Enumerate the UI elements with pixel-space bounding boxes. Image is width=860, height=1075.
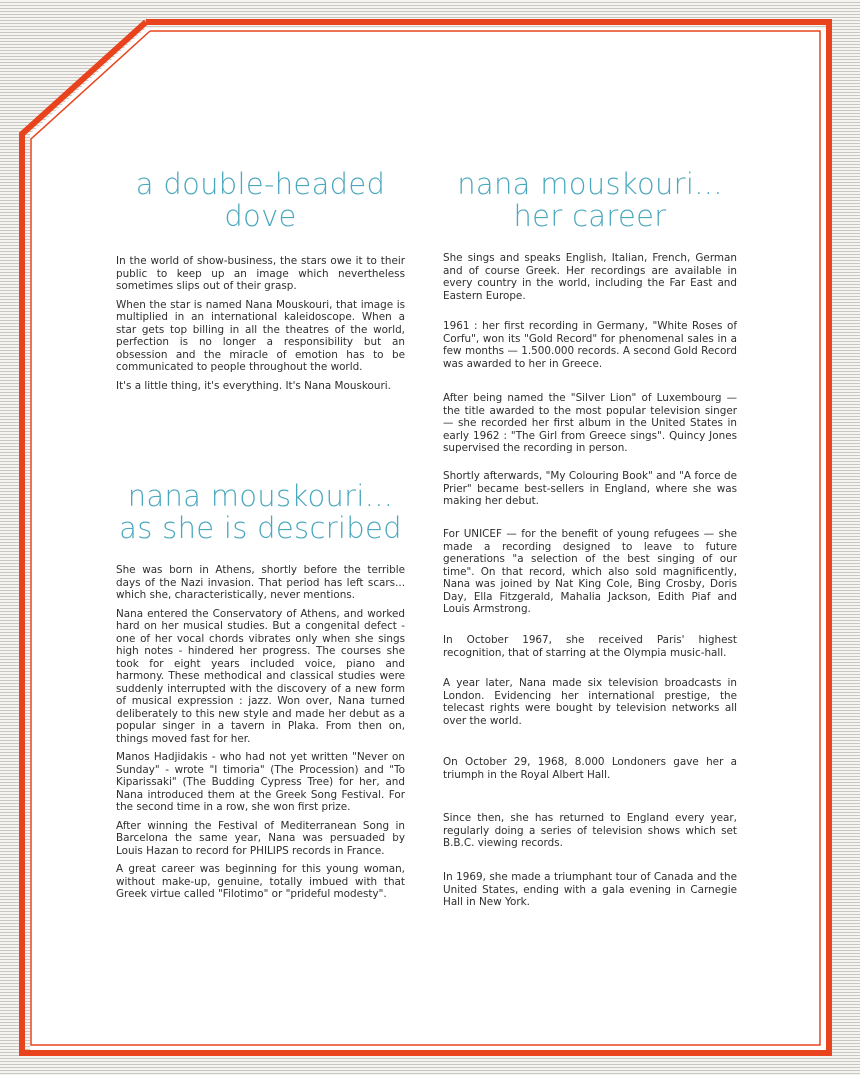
heading-line: as she is described — [119, 511, 402, 545]
paragraph: After winning the Festival of Mediterranean Song in Barcelona the same year, Nana was persuaded by Louis Hazan to record for PHILIPS records in France. — [116, 819, 405, 857]
section-her-career — [443, 168, 737, 232]
paragraph: Manos Hadjidakis - who had not yet written "Never on Sunday" - wrote "I timoria" (The Procession) and "To Kiparissaki" (The Budding Cypress Tree) for her, and Nana introduced them at the Greek Song Festival. For the second time in a row, she won first prize. — [116, 751, 405, 813]
paragraph: Nana entered the Conservatory of Athens, and worked hard on her musical studies. But a congenital defect - one of her vocal chords vibrates only when she sings high notes - hindered her progress. The courses she took for eight years included voice, piano and harmony. These methodical and classical studies were suddenly interrupted with the discovery of a new form of musical expression : jazz. Won over, Nana turned deliberately to this new style and made her debut as a popular singer in a tavern in Plaka. From then on, things moved fast for her. — [116, 607, 405, 745]
heading-line: her career — [513, 199, 667, 233]
paragraph: For UNICEF — for the benefit of young refugees — she made a recording designed to leave to future generations "a selection of the best singing of our time". On that record, which also sold magnificently, Nana was joined by Nat King Cole, Bing Crosby, Doris Day, Ella Fitzgerald, Mahalia Jackson, Edith Piaf and Louis Armstrong. — [443, 528, 737, 615]
heading-her-career — [443, 168, 737, 232]
paragraph: Shortly afterwards, "My Colouring Book" and "A force de Prier" became best-sellers in England, where she was making her debut. — [443, 470, 737, 507]
heading-double-headed-dove — [116, 168, 405, 232]
paragraph: She was born in Athens, shortly before the terrible days of the Nazi invasion. That period has left scars... which she, characteristically, never mentions. — [116, 564, 405, 601]
heading-as-she-is-described — [116, 480, 405, 544]
paragraph: When the star is named Nana Mouskouri, that image is multiplied in an international kaleidoscope. When a star gets top billing in all the theatres of the world, perfection is no longer a responsibility but an obsession and the miracle of emotion has to be communicated to people throughout the world. — [116, 298, 405, 373]
heading-line: nana mouskouri... — [457, 167, 723, 201]
paragraph: 1961 : her first recording in Germany, "White Roses of Corfu", won its "Gold Record" for phenomenal sales in a few months — 1.500.000 records. A second Gold Record was awarded to her in Greece. — [443, 320, 737, 370]
paragraph: In 1969, she made a triumphant tour of Canada and the United States, ending with a gala evening in Carnegie Hall in New York. — [443, 871, 737, 908]
paragraph: She sings and speaks English, Italian, French, German and of course Greek. Her recordings are available in every country in the world, including the Far East and Eastern Europe. — [443, 252, 737, 302]
paragraph: In October 1967, she received Paris' highest recognition, that of starring at the Olympia music-hall. — [443, 634, 737, 659]
heading-line: dove — [224, 199, 297, 233]
paragraph: Since then, she has returned to England every year, regularly doing a series of television shows which set B.B.C. viewing records. — [443, 812, 737, 849]
section-double-headed-dove — [116, 168, 405, 392]
heading-line: a double-headed — [135, 167, 386, 201]
paragraph: A year later, Nana made six television broadcasts in London. Evidencing her international prestige, the telecast rights were bought by television networks all over the world. — [443, 677, 737, 727]
heading-line: nana mouskouri... — [127, 479, 394, 513]
paragraph: In the world of show-business, the stars owe it to their public to keep up an image which nevertheless sometimes slips out of their grasp. — [116, 255, 405, 292]
paragraph: After being named the "Silver Lion" of Luxembourg — the title awarded to the most popular television singer — she recorded her first album in the United States in early 1962 : "The Girl from Greece sings". Quincy Jones supervised the recording in person. — [443, 392, 737, 454]
paragraph: It's a little thing, it's everything. It's Nana Mouskouri. — [116, 379, 391, 392]
paragraph: On October 29, 1968, 8.000 Londoners gave her a triumph in the Royal Albert Hall. — [443, 756, 737, 781]
section-as-she-is-described — [116, 480, 405, 901]
paragraph: A great career was beginning for this young woman, without make-up, genuine, totally imbued with that Greek virtue called "Filotimo" or "prideful modesty". — [116, 863, 405, 900]
